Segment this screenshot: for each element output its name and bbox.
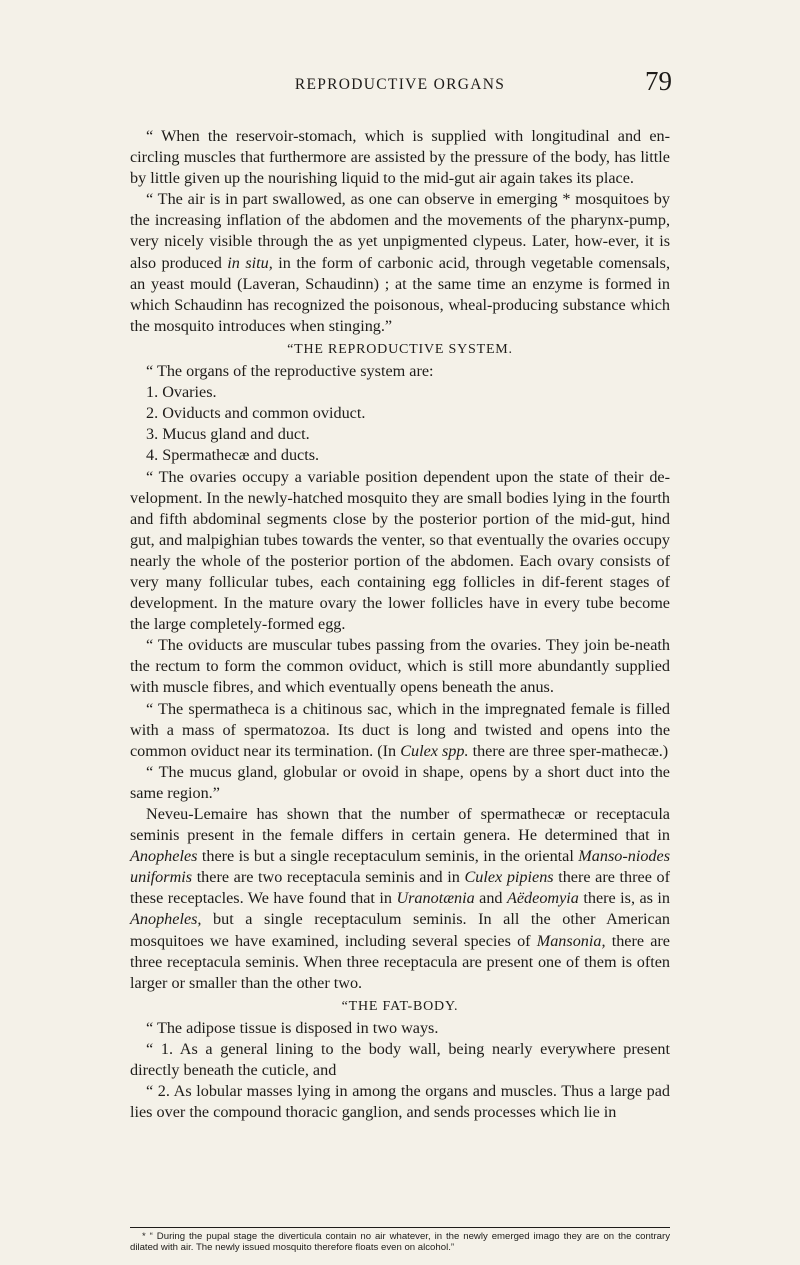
paragraph-text: there is but a single receptaculum seminis, in the oriental	[197, 847, 579, 866]
paragraph-text: there are three of these receptacles. We have found that in	[130, 868, 670, 908]
italic-term: Anopheles,	[130, 910, 202, 929]
paragraph-general-lining: “ 1. As a general lining to the body wall, being nearly everywhere present directly beneath the cuticle, and	[130, 1040, 670, 1080]
list-item-oviducts: 2. Oviducts and common oviduct.	[146, 404, 366, 423]
italic-term: Manso-niodes uniformis	[130, 847, 670, 887]
paragraph-adipose-tissue: “ The adipose tissue is disposed in two ways.	[146, 1018, 439, 1037]
paragraph-spermatheca	[130, 699, 670, 762]
footnote-divider	[130, 1227, 670, 1228]
list-item-ovaries: 1. Ovaries.	[146, 383, 217, 402]
paragraph-text: and	[474, 889, 507, 908]
section-heading-reproductive-system: “THE REPRODUCTIVE SYSTEM.	[287, 341, 513, 357]
body-text	[130, 126, 670, 1123]
paragraph-ovaries: “ The ovaries occupy a variable position dependent upon the state of their de-velopment. In the newly-hatched mosquito they are small bodies lying in the fourth and fifth abdominal segments close by the posterior portion of the mid-gut, hind gut, and malpighian tubes towards the venter, so that eventually the ovaries occupy nearly the whole of the posterior portion of the abdomen. Each ovary consists of very many follicular tubes, each containing egg follicles in dif-ferent stages of development. In the mature ovary the lower follicles have in every tube become the large completely-formed egg.	[130, 467, 670, 634]
paragraph-neveu-lemaire	[130, 804, 670, 994]
paragraph-text: there are three receptacula seminis. When three receptacula are present one of them is often larger or smaller than the other two.	[130, 931, 670, 992]
paragraph-text: in the form of carbonic acid, through vegetable comensals, an yeast mould (Laveran, Schaudinn) ; at the same time an enzyme is formed in which Schaudinn has recognized the poisonous, wheal-producing substance which the mosquito introduces when stinging.”	[130, 253, 670, 335]
paragraph-text: there are three sper-mathecæ.)	[468, 741, 669, 760]
running-head: REPRODUCTIVE ORGANS	[294, 76, 506, 93]
paragraph-reservoir-stomach: “ When the reservoir-stomach, which is supplied with longitudinal and en-circling muscles that furthermore are assisted by the pressure of the body, has little by little given up the nourishing liquid to the mid-gut air again takes its place.	[130, 127, 670, 188]
italic-term: Anopheles	[130, 847, 198, 866]
paragraph-air-swallowed	[130, 189, 670, 337]
paragraph-text: but a single receptaculum seminis. In all the other American mosquitoes we have examined, including several species of	[130, 910, 670, 950]
paragraph-mucus-gland: “ The mucus gland, globular or ovoid in shape, opens by a short duct into the same region.”	[130, 762, 670, 802]
footnote: * “ During the pupal stage the diverticula contain no air whatever, in the newly emerged imago they are on the contrary dilated with air. The newly issued mosquito therefore floats even on alcohol.”	[130, 1231, 670, 1253]
paragraph-text: Neveu-Lemaire has shown that the number of spermathecæ or receptacula seminis present in the female differs in certain genera. He determined that in	[130, 805, 670, 845]
section-heading-fat-body: “THE FAT-BODY.	[341, 998, 459, 1014]
paragraph-text: there are two receptacula seminis and in	[192, 868, 465, 887]
paragraph-text: there is, as in	[578, 889, 670, 908]
paragraph-organs-intro: “ The organs of the reproductive system are:	[146, 362, 434, 381]
italic-term: Uranotænia	[396, 889, 475, 908]
list-item-mucus-gland: 3. Mucus gland and duct.	[146, 425, 310, 444]
italic-term: Aëdeomyia	[506, 889, 579, 908]
list-item-spermathecae: 4. Spermathecæ and ducts.	[146, 446, 320, 465]
italic-term: Culex pipiens	[464, 868, 554, 887]
italic-term: Culex spp.	[400, 741, 469, 760]
italic-term: in situ,	[227, 253, 273, 272]
italic-term: Mansonia,	[536, 931, 606, 950]
page-number: 79	[645, 66, 672, 96]
paragraph-text: “ The air is in part swallowed, as one can observe in emerging * mosquitoes by the increasing inflation of the abdomen and the movements of the pharynx-pump, very nicely visible through the as yet unpigmented clypeus. Later, how-ever, it is also produced	[130, 190, 670, 272]
paragraph-lobular-masses: “ 2. As lobular masses lying in among the organs and muscles. Thus a large pad lies over the compound thoracic ganglion, and sends processes which lie in	[130, 1082, 670, 1122]
paragraph-text: “ The spermatheca is a chitinous sac, which in the impregnated female is filled with a mass of spermatozoa. Its duct is long and twisted and opens into the common oviduct near its termination. (In	[130, 699, 670, 760]
paragraph-oviducts: “ The oviducts are muscular tubes passing from the ovaries. They join be-neath the rectum to form the common oviduct, which is still more abundantly supplied with muscle fibres, and which eventually opens beneath the anus.	[130, 636, 670, 697]
